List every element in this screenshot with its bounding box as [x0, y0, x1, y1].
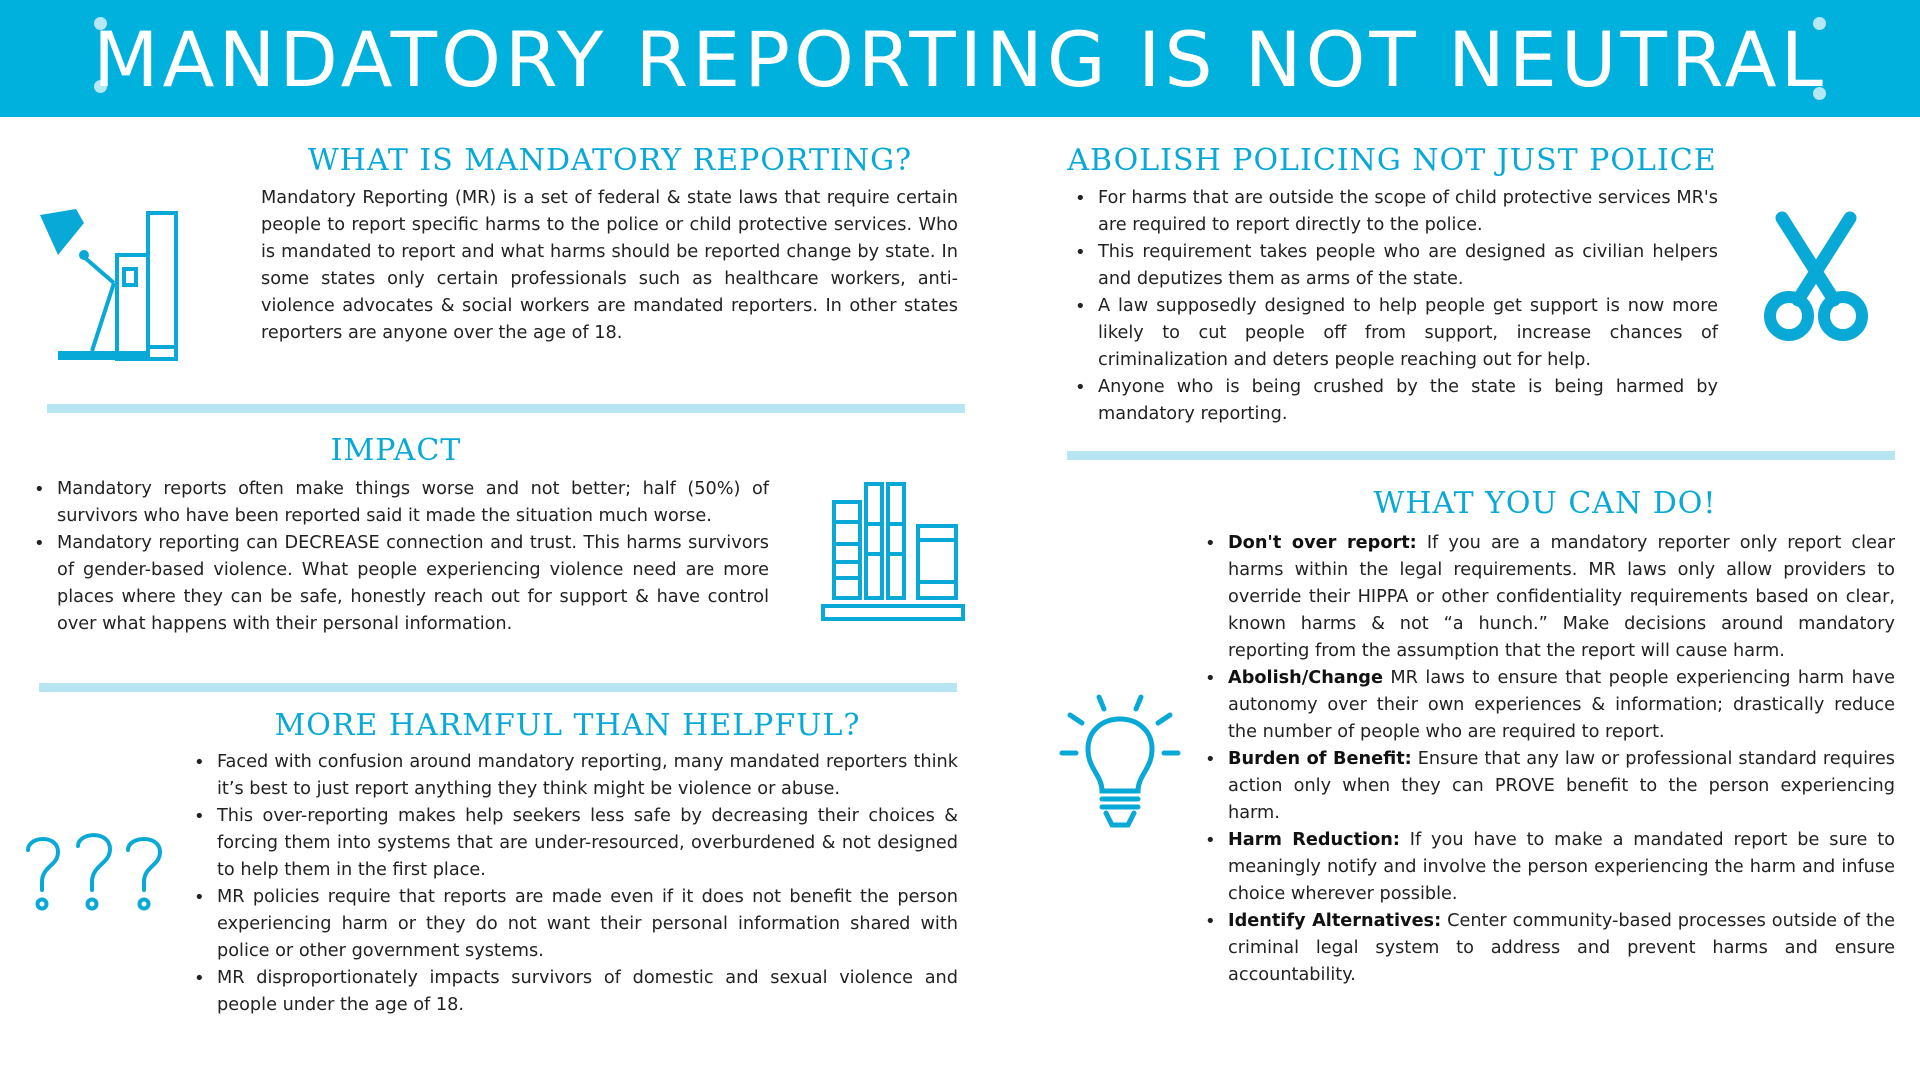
- item-text: If you are a mandatory reporter only report clear harms within the legal requirements. MR laws only allow providers to override their HIPPA or other confidentiality requirements based on clear, known harms & not “a hunch.” Make decisions around mandatory reporting from the assumption that the report will cause harm.: [1228, 533, 1895, 661]
- abolish-heading: ABOLISH POLICING NOT JUST POLICE: [1067, 143, 1717, 178]
- can-do-heading: WHAT YOU CAN DO!: [1373, 486, 1717, 521]
- item-bold-label: Don't over report:: [1228, 533, 1417, 553]
- what-is-body: Mandatory Reporting (MR) is a set of federal & state laws that require certain people to report specific harms to the police or child protective services. Who is mandated to report and what harms should be reported change by state. In some states only certain professionals such as healthcare workers, anti-violence advocates & social workers are mandated reporters. In other states reporters are anyone over the age of 18.: [261, 188, 958, 343]
- item-bold-label: Burden of Benefit:: [1228, 749, 1412, 769]
- list-item: • Mandatory reports often make things worse and not better; half (50%) of survivors who have been reported said it made the situation much worse.: [32, 476, 769, 530]
- harmful-heading: MORE HARMFUL THAN HELPFUL?: [274, 708, 861, 743]
- impact-list: [32, 476, 769, 638]
- item-bold-label: Abolish/Change: [1228, 668, 1383, 688]
- abolish-list: [1073, 185, 1718, 428]
- harmful-list: [192, 749, 958, 1019]
- list-item: [1203, 827, 1895, 908]
- what-is-heading: WHAT IS MANDATORY REPORTING?: [307, 143, 913, 178]
- list-item: • Mandatory reporting can DECREASE connection and trust. This harms survivors of gender-based violence. What people experiencing violence need are more places where they can be safe, honestly reach out for support & have control over what happens with their personal information.: [32, 530, 769, 638]
- list-item: • A law supposedly designed to help people get support is now more likely to cut people off from support, increase chances of criminalization and deters people reaching out for help.: [1073, 293, 1718, 374]
- list-item: • Faced with confusion around mandatory reporting, many mandated reporters think it’s best to just report anything they think might be violence or abuse.: [192, 749, 958, 803]
- list-item: [1203, 746, 1895, 827]
- page-title: MANDATORY REPORTING IS NOT NEUTRAL: [92, 15, 1827, 104]
- list-item: • For harms that are outside the scope of child protective services MR's are required to report directly to the police.: [1073, 185, 1718, 239]
- item-text: Center community-based processes outside of the criminal legal system to address and prevent harms and ensure accountability.: [1228, 911, 1895, 985]
- bookshelf-icon: [820, 478, 968, 626]
- question-marks-icon: [22, 832, 172, 914]
- list-item: • MR disproportionately impacts survivors of domestic and sexual violence and people under the age of 18.: [192, 965, 958, 1019]
- title-banner: [0, 0, 1920, 117]
- list-item: [1203, 530, 1895, 665]
- impact-heading: IMPACT: [330, 433, 462, 468]
- list-item: • This over-reporting makes help seekers less safe by decreasing their choices & forcing them into systems that are under-resourced, overburdened & not designed to help them in the first place.: [192, 803, 958, 884]
- desk-lamp-books-icon: [36, 205, 184, 365]
- item-text: If you have to make a mandated report be sure to meaningly notify and involve the person experiencing the harm and infuse choice wherever possible.: [1228, 830, 1895, 904]
- item-bold-label: Harm Reduction:: [1228, 830, 1400, 850]
- section-divider: [47, 404, 965, 413]
- list-item: [1203, 665, 1895, 746]
- list-item: • Anyone who is being crushed by the state is being harmed by mandatory reporting.: [1073, 374, 1718, 428]
- list-item: • MR policies require that reports are made even if it does not benefit the person experiencing harm or they do not want their personal information shared with police or other government systems.: [192, 884, 958, 965]
- list-item: • This requirement takes people who are designed as civilian helpers and deputizes them as arms of the state.: [1073, 239, 1718, 293]
- section-divider: [39, 683, 957, 692]
- item-text: Ensure that any law or professional standard requires action only when they can PROVE benefit to the person experiencing harm.: [1228, 749, 1895, 823]
- item-text: MR laws to ensure that people experiencing harm have autonomy over their own experiences & information; drastically reduce the number of people who are required to report.: [1228, 668, 1895, 742]
- can-do-list: [1203, 530, 1895, 989]
- item-bold-label: Identify Alternatives:: [1228, 911, 1442, 931]
- lightbulb-icon: [1058, 693, 1182, 835]
- list-item: [1203, 908, 1895, 989]
- section-divider: [1067, 451, 1895, 460]
- scissors-icon: [1760, 208, 1872, 348]
